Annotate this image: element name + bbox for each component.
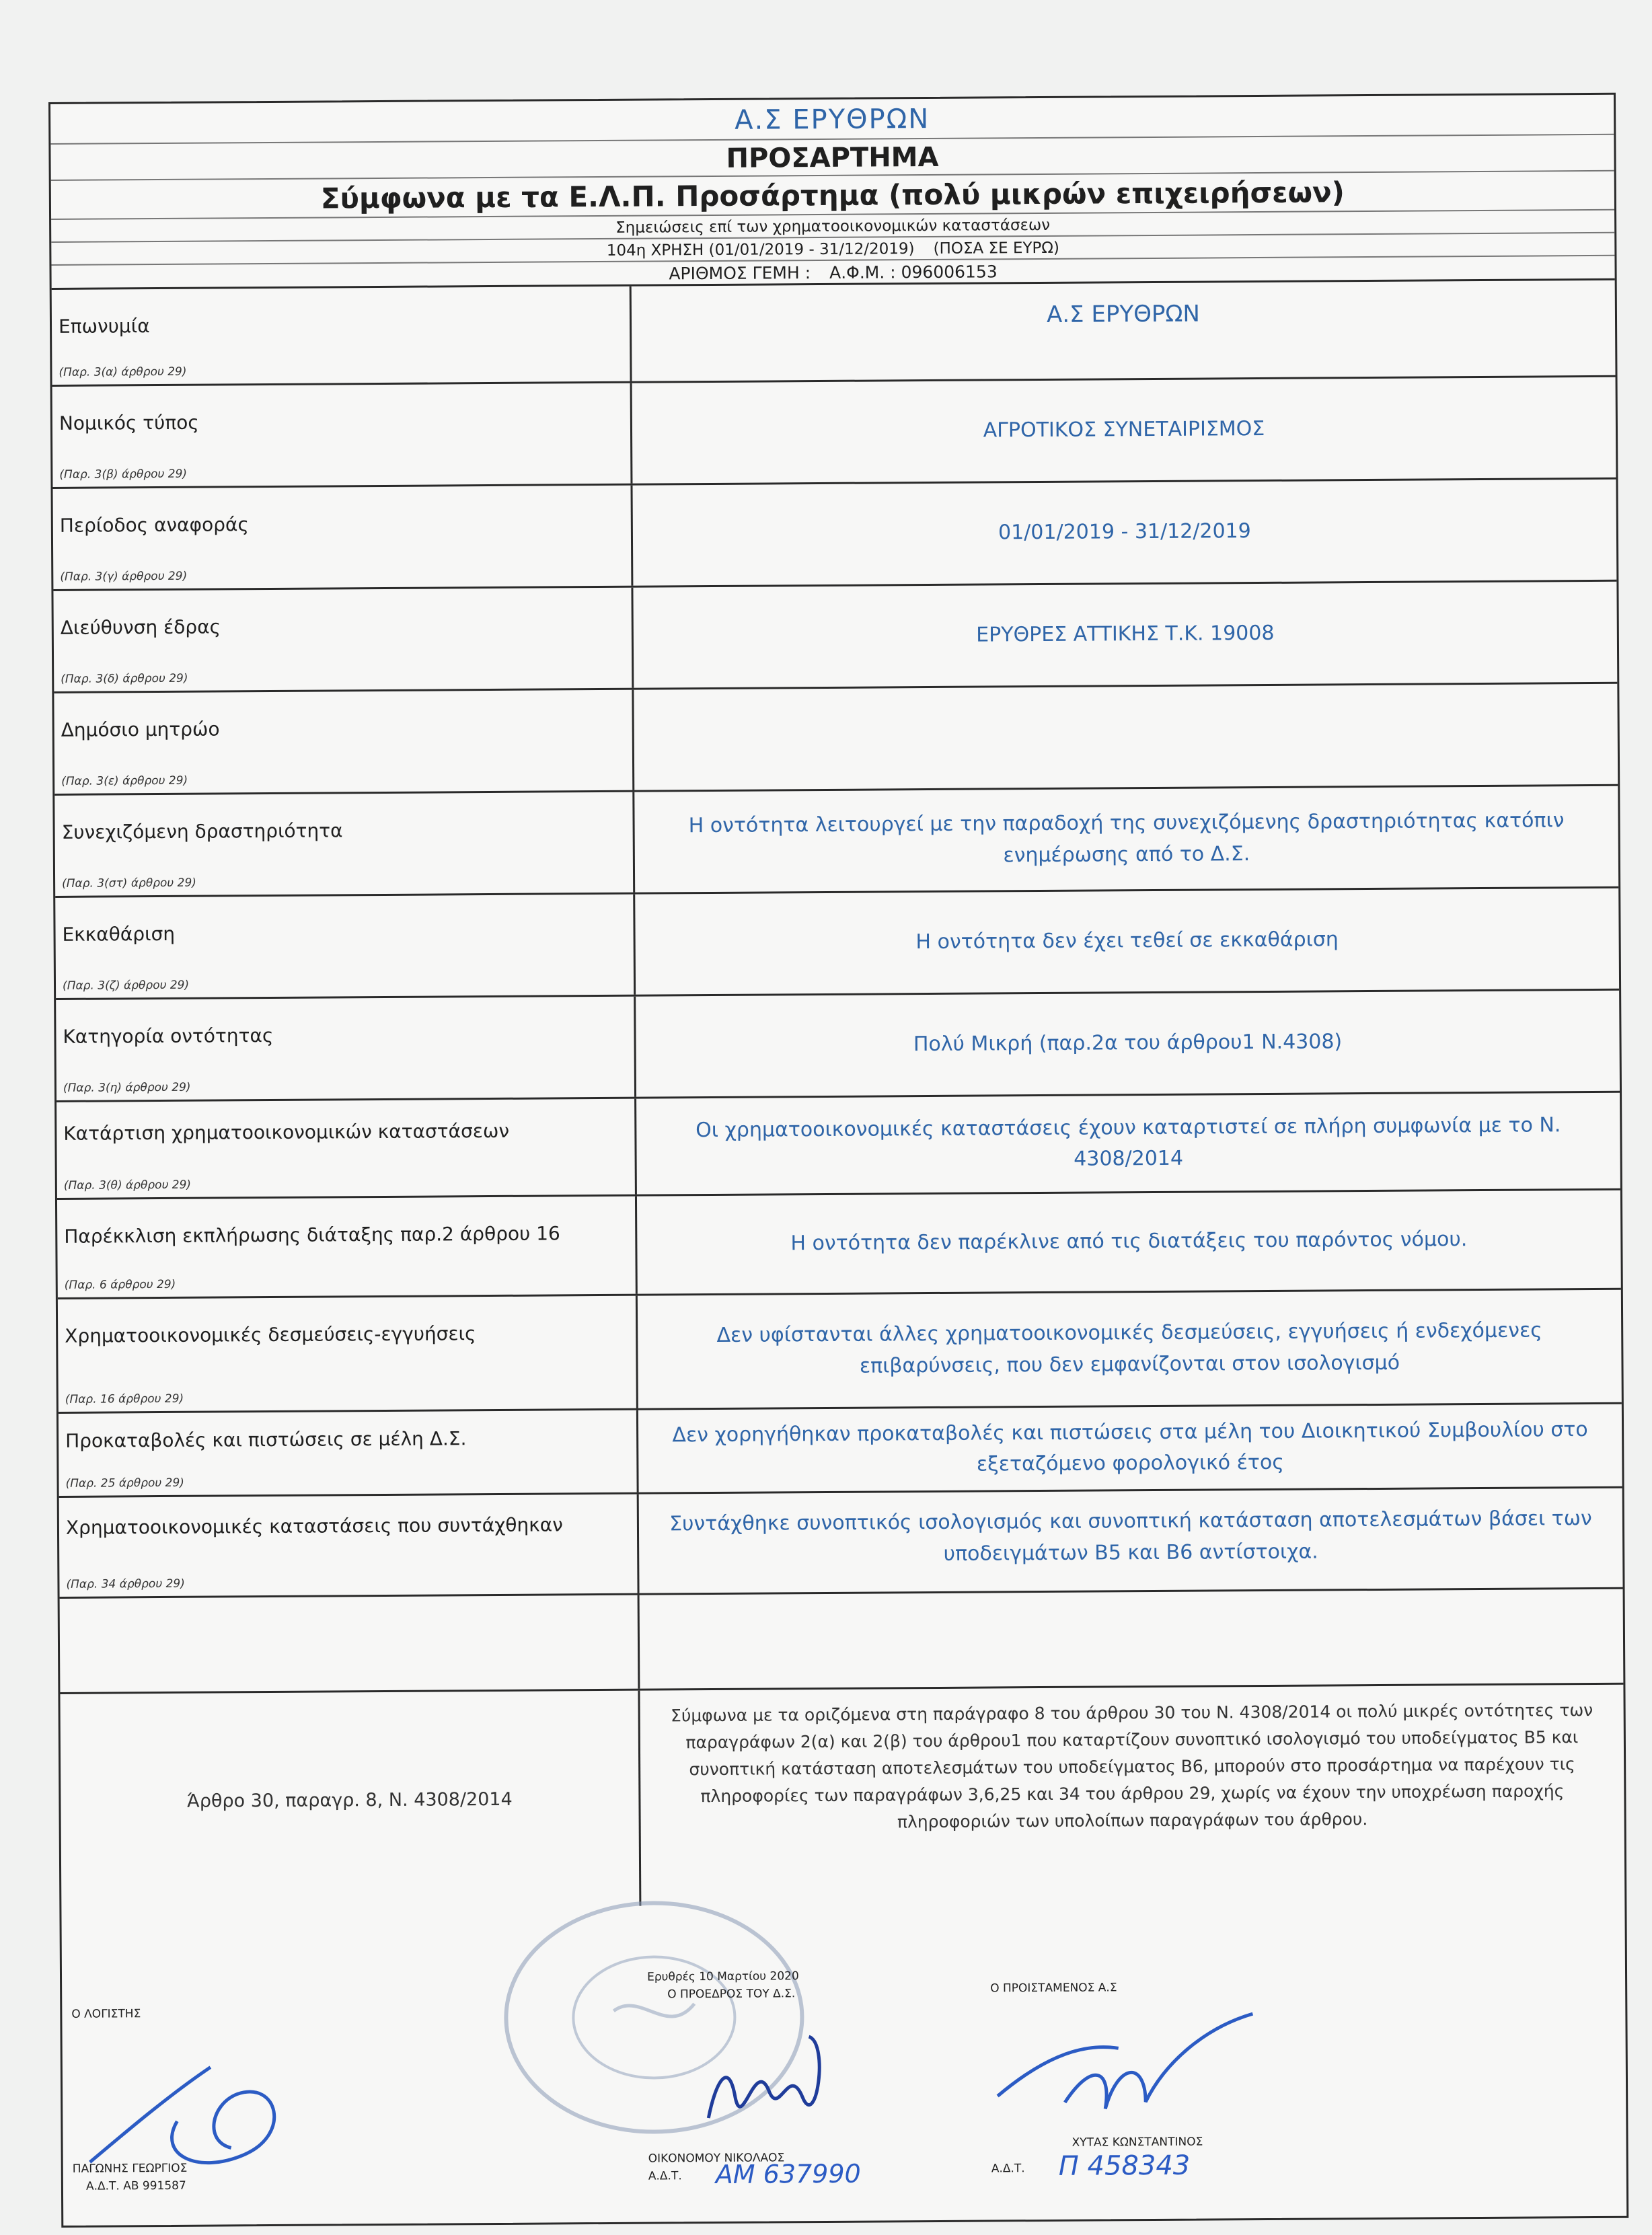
table-row [54,684,1618,796]
footer-article: Άρθρο 30, παραγρ. 8, Ν. 4308/2014 [60,1691,641,1909]
row-label: Εκκαθάριση [62,922,176,946]
table-row [59,1404,1622,1498]
label-cell [54,690,634,794]
label-cell [55,895,636,998]
value-cell: Δεν υφίστανται άλλες χρηματοοικονομικές δεσμεύσεις, εγγυήσεις ή ενδεχόμενες επιβαρύνσεις, που δεν εμφανίζονται στον ισολογισμό [716,1318,1542,1378]
manager-name: ΧΥΤΑΣ ΚΩΝΣΤΑΝΤΙΝΟΣ [1072,2135,1203,2150]
row-label: Κατηγορία οντότητας [63,1024,274,1048]
label-cell [52,383,633,487]
accountant-title: Ο ΛΟΓΙΣΤΗΣ [71,2007,141,2021]
table-row [59,1488,1623,1599]
org-title: Α.Σ ΕΡΥΘΡΩΝ [50,95,1614,145]
table-row [53,582,1617,693]
table-row-empty [60,1589,1624,1694]
row-reference: (Παρ. 3(ε) άρθρου 29) [61,773,188,788]
label-cell [60,1595,640,1692]
footer-row [60,1685,1624,1909]
president-name: ΟΙΚΟΝΟΜΟΥ ΝΙΚΟΛΑΟΣ [648,2151,785,2166]
label-cell [57,1197,638,1297]
row-reference: (Παρ. 3(στ) άρθρου 29) [62,876,196,891]
value-cell: 01/01/2019 - 31/12/2019 [998,519,1251,545]
label-cell [59,1410,639,1496]
row-label: Διεύθυνση έδρας [60,615,221,639]
row-label: Κατάρτιση χρηματοοικονομικών καταστάσεων [63,1119,510,1145]
value-cell: Δεν χορηγήθηκαν προκαταβολές και πιστώσεις στα μέλη του Διοικητικού Συμβουλίου στο εξεταζόμενο φορολογικό έτος [672,1417,1588,1476]
document-subtitle: Σύμφωνα με τα Ε.Λ.Π. Προσάρτημα (πολύ μικρών επιχειρήσεων) [51,172,1614,220]
table-row [55,888,1619,1000]
table-row [54,786,1618,898]
value-cell: Οι χρηματοοικονομικές καταστάσεις έχουν καταρτιστεί σε πλήρη συμφωνία με το Ν. 4308/2014 [696,1112,1561,1171]
row-label: Επωνυμία [58,315,150,338]
accountant-signature-icon [76,2040,319,2203]
value-cell: Συντάχθηκε συνοπτικός ισολογισμός και συνοπτική κατάσταση αποτελεσμάτων βάσει των υποδειγμάτων Β5 και Β6 αντίστοιχα. [669,1507,1592,1566]
accountant-id: Α.Δ.Τ. ΑΒ 991587 [85,2179,186,2193]
row-label: Νομικός τύπος [59,411,199,434]
row-reference: (Παρ. 3(γ) άρθρου 29) [60,569,188,584]
accountant-name: ΠΑΓΩΝΗΣ ΓΕΩΡΓΙΟΣ [72,2161,188,2176]
manager-signature-icon [983,2000,1267,2144]
label-cell [59,1494,640,1597]
info-table [52,280,1625,1909]
label-cell [57,1099,637,1198]
afm-label: Α.Φ.Μ. : 096006153 [829,262,998,282]
fiscal-year: 104η ΧΡΗΣΗ (01/01/2019 - 31/12/2019) [606,240,915,260]
row-label: Δημόσιο μητρώο [61,718,220,741]
president-id-label: Α.Δ.Τ. [648,2169,682,2183]
manager-id-handwritten: Π 458343 [1058,2150,1191,2182]
row-reference: (Παρ. 3(α) άρθρου 29) [59,365,187,379]
table-row [53,480,1617,591]
label-cell [53,588,634,691]
row-reference: (Παρ. 25 άρθρου 29) [65,1476,184,1490]
row-reference: (Παρ. 3(ζ) άρθρου 29) [62,978,190,993]
manager-id-label: Α.Δ.Τ. [991,2162,1025,2176]
value-cell: Πολύ Μικρή (παρ.2α του άρθρου1 Ν.4308) [913,1030,1343,1057]
row-label: Χρηματοοικονομικές καταστάσεις που συντάχθηκαν [65,1513,563,1539]
row-reference: (Παρ. 16 άρθρου 29) [65,1392,184,1406]
value-cell: Η οντότητα λειτουργεί με την παραδοχή της συνεχιζόμενης δραστηριότητας κατόπιν ενημέρωσης από το Δ.Σ. [688,808,1565,867]
document-title: ΠΡΟΣΑΡΤΗΜΑ [50,135,1614,181]
value-cell: Η οντότητα δεν παρέκλινε από τις διατάξεις του παρόντος νόμου. [790,1227,1468,1256]
label-cell [56,997,636,1100]
row-label: Χρηματοοικονομικές δεσμεύσεις-εγγυήσεις [65,1322,476,1347]
president-signature-icon [687,2016,863,2152]
value-cell: ΑΓΡΟΤΙΚΟΣ ΣΥΝΕΤΑΙΡΙΣΜΟΣ [983,417,1265,443]
row-reference: (Παρ. 3(η) άρθρου 29) [63,1080,191,1095]
label-cell [53,486,634,589]
label-cell [58,1296,638,1412]
value-cell: Η οντότητα δεν έχει τεθεί σε εκκαθάριση [915,927,1339,954]
table-row [52,377,1616,489]
notes-line: Σημειώσεις επί των χρηματοοικονομικών καταστάσεων [51,211,1614,243]
row-reference: (Παρ. 6 άρθρου 29) [64,1277,176,1292]
gemh-label: ΑΡΙΘΜΟΣ ΓΕΜΗ : [669,263,811,284]
annex-document [48,93,1628,2228]
row-reference: (Παρ. 34 άρθρου 29) [66,1577,185,1591]
row-reference: (Παρ. 3(β) άρθρου 29) [59,467,188,482]
value-cell: ΕΡΥΘΡΕΣ ΑΤΤΙΚΗΣ Τ.Κ. 19008 [976,621,1275,647]
table-row [57,1093,1620,1200]
footer-explanation: Σύμφωνα με τα οριζόμενα στη παράγραφο 8 του άρθρου 30 του Ν. 4308/2014 οι πολύ μικρές οντότητες των παραγράφων 2(α) και 2(β) του άρθρου1 που καταρτίζουν συνοπτικό ισολογισμό του υποδείγματος Β5 και συνοπτική κατάσταση αποτελεσμάτων του υποδείγματος Β6, μπορούν στο προσάρτημα να παρέχουν τις πληροφορίες των παραγράφων 3,6,25 και 34 του άρθρου 29, χωρίς να έχουν την υποχρέωση παροχής πληροφοριών των υπολοίπων παραγράφων του άρθρου. [671,1700,1593,1832]
table-row [56,991,1620,1102]
currency-note: (ΠΟΣΑ ΣΕ ΕΥΡΩ) [933,239,1060,258]
president-title: Ο ΠΡΟΕΔΡΟΣ ΤΟΥ Δ.Σ. [667,1987,796,2002]
row-label: Περίοδος αναφοράς [59,513,249,537]
row-label: Προκαταβολές και πιστώσεις σε μέλη Δ.Σ. [65,1427,467,1452]
table-row [58,1290,1622,1414]
label-cell [52,287,632,385]
row-reference: (Παρ. 3(δ) άρθρου 29) [61,671,188,686]
value-cell [634,684,1618,790]
table-row [52,280,1616,387]
row-label: Συνεχιζόμενη δραστηριότητα [61,819,343,843]
manager-title: Ο ΠΡΟΙΣΤΑΜΕΝΟΣ Α.Σ [990,1981,1117,1996]
row-reference: (Παρ. 3(θ) άρθρου 29) [63,1178,192,1192]
president-id-handwritten: ΑΜ 637990 [715,2158,861,2189]
place-date: Ερυθρές 10 Μαρτίου 2020 [646,1969,799,1984]
value-cell: Α.Σ ΕΡΥΘΡΩΝ [1046,300,1200,328]
table-row [57,1190,1621,1299]
row-label: Παρέκκλιση εκπλήρωσης διάταξης παρ.2 άρθρου 16 [64,1222,560,1248]
label-cell [54,792,635,896]
